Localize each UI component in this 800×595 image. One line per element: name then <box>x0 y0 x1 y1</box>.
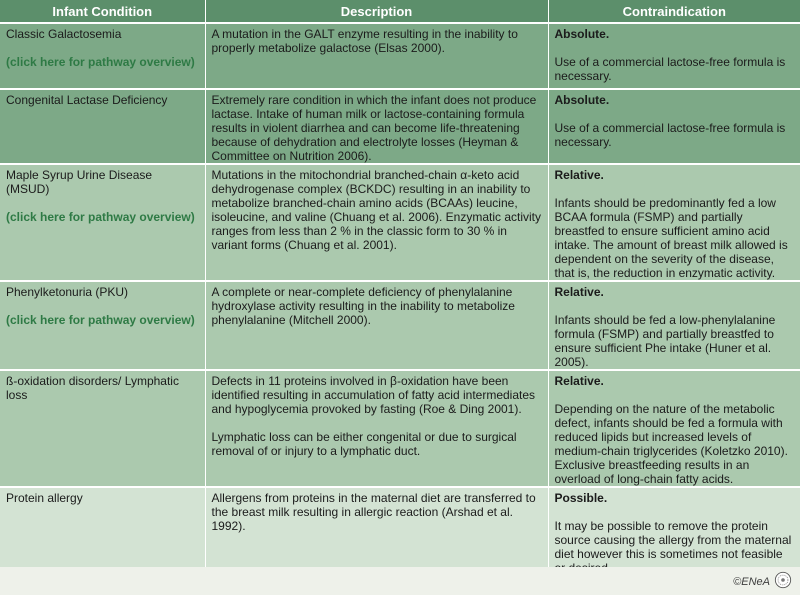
condition-cell <box>0 89 205 164</box>
pathway-overview-link[interactable]: (click here for pathway overview) <box>6 55 195 69</box>
table-row <box>0 370 800 487</box>
description-text: Defects in 11 proteins involved in β-oxidation have been identified resulting in accumulation of fatty acid intermediates and hypoglycemia provoked by fasting (Roe & Ding 2001). <box>211 374 536 416</box>
footer-bar <box>0 567 800 595</box>
condition-name: Protein allergy <box>6 491 83 505</box>
severity-label: Relative. <box>554 168 604 182</box>
contraindication-text: Infants should be fed a low-phenylalanine formula (FSMP) and partially breastfed to ensure sufficient Phe intake (Huner et al. 2005). <box>554 313 776 369</box>
condition-cell <box>0 487 205 576</box>
table-row <box>0 164 800 281</box>
contraindication-text: It may be possible to remove the protein source causing the allergy from the maternal diet however this is sometimes not feasible <box>554 519 792 561</box>
condition-cell <box>0 281 205 370</box>
description-text: Allergens from proteins in the maternal diet are transferred to the breast milk resulting in allergic reaction (Arshad et al. 1992). <box>211 491 536 533</box>
description-cell <box>205 281 548 370</box>
condition-name: Classic Galactosemia <box>6 27 122 41</box>
condition-name: Phenylketonuria (PKU) <box>6 285 129 299</box>
enea-seal-icon <box>774 571 792 589</box>
severity-label: Relative. <box>554 374 604 388</box>
condition-cell <box>0 23 205 89</box>
copyright-notice: ©ENeA <box>733 576 770 588</box>
table-row <box>0 487 800 576</box>
header-row <box>0 0 800 23</box>
condition-cell <box>0 370 205 487</box>
contraindication-text: Depending on the nature of the metabolic defect, infants should be fed a formula with reduced lipids but increased levels of medium-chain triglycerides (Koletzko 2010). Exclusive breastfeeding results in an overload of long-chain fatty acids. <box>554 402 788 486</box>
table-row <box>0 281 800 370</box>
description-text: A mutation in the GALT enzyme resulting in the inability to properly metabolize galactose (Elsas 2000). <box>211 27 518 55</box>
description-text: A complete or near-complete deficiency of phenylalanine hydroxylase activity resulting in the inability to metabolize phenylalanine (Mitchell 2000). <box>211 285 515 327</box>
severity-label: Absolute. <box>554 93 610 107</box>
condition-name: Maple Syrup Urine Disease (MSUD) <box>6 168 153 196</box>
column-header-description: Description <box>205 0 548 23</box>
description-text: Mutations in the mitochondrial branched-chain α-keto acid dehydrogenase complex (BCKDC) resulting in an inability to metabolize branched-chain amino acids (BCAAs) leucine, isoleucine, and valine (Chuang et al. 2006). Enzymatic activity ranges from less than 2 % in the classic form to 30 % in variant forms (Chuang et al. 2001). <box>211 168 542 252</box>
description-text: Extremely rare condition in which the infant does not produce lactase. Intake of human milk or lactose-containing formula results in violent diarrhea and can become life-threatening because of dehydration and electrolyte losses (Heyman & Committee on Nutrition 2006). <box>211 93 537 163</box>
column-header-infant-condition: Infant Condition <box>0 0 205 23</box>
description-cell <box>205 164 548 281</box>
description-cell <box>205 370 548 487</box>
contraindication-cell <box>548 23 800 89</box>
pathway-overview-link[interactable]: (click here for pathway overview) <box>6 313 195 327</box>
table-row <box>0 23 800 89</box>
contraindication-cell <box>548 370 800 487</box>
description-text-2: Lymphatic loss can be either congenital or due to surgical removal of or injury to a lymphatic duct. <box>211 430 517 458</box>
column-header-contraindication: Contraindication <box>548 0 800 23</box>
description-cell <box>205 89 548 164</box>
condition-name: Congenital Lactase Deficiency <box>6 93 168 107</box>
contraindication-cell <box>548 89 800 164</box>
description-cell <box>205 487 548 576</box>
contraindication-text: Use of a commercial lactose-free formula is necessary. <box>554 121 786 149</box>
description-cell <box>205 23 548 89</box>
contraindication-cell <box>548 281 800 370</box>
severity-label: Relative. <box>554 285 604 299</box>
contraindication-cell <box>548 487 800 576</box>
condition-cell <box>0 164 205 281</box>
contraindication-cell <box>548 164 800 281</box>
condition-name: ß-oxidation disorders/ Lymphatic loss <box>6 374 179 402</box>
table-row <box>0 89 800 164</box>
contraindication-text: Use of a commercial lactose-free formula is necessary. <box>554 55 786 83</box>
pathway-overview-link[interactable]: (click here for pathway overview) <box>6 210 195 224</box>
contraindication-text: Infants should be predominantly fed a low BCAA formula (FSMP) and partially breastfed to ensure sufficient amino acid intake. The amount of breast milk allowed is dependent on the severity of the disease, that is, the reduction in enzymatic activity. <box>554 196 788 280</box>
severity-label: Possible. <box>554 491 608 505</box>
severity-label: Absolute. <box>554 27 610 41</box>
